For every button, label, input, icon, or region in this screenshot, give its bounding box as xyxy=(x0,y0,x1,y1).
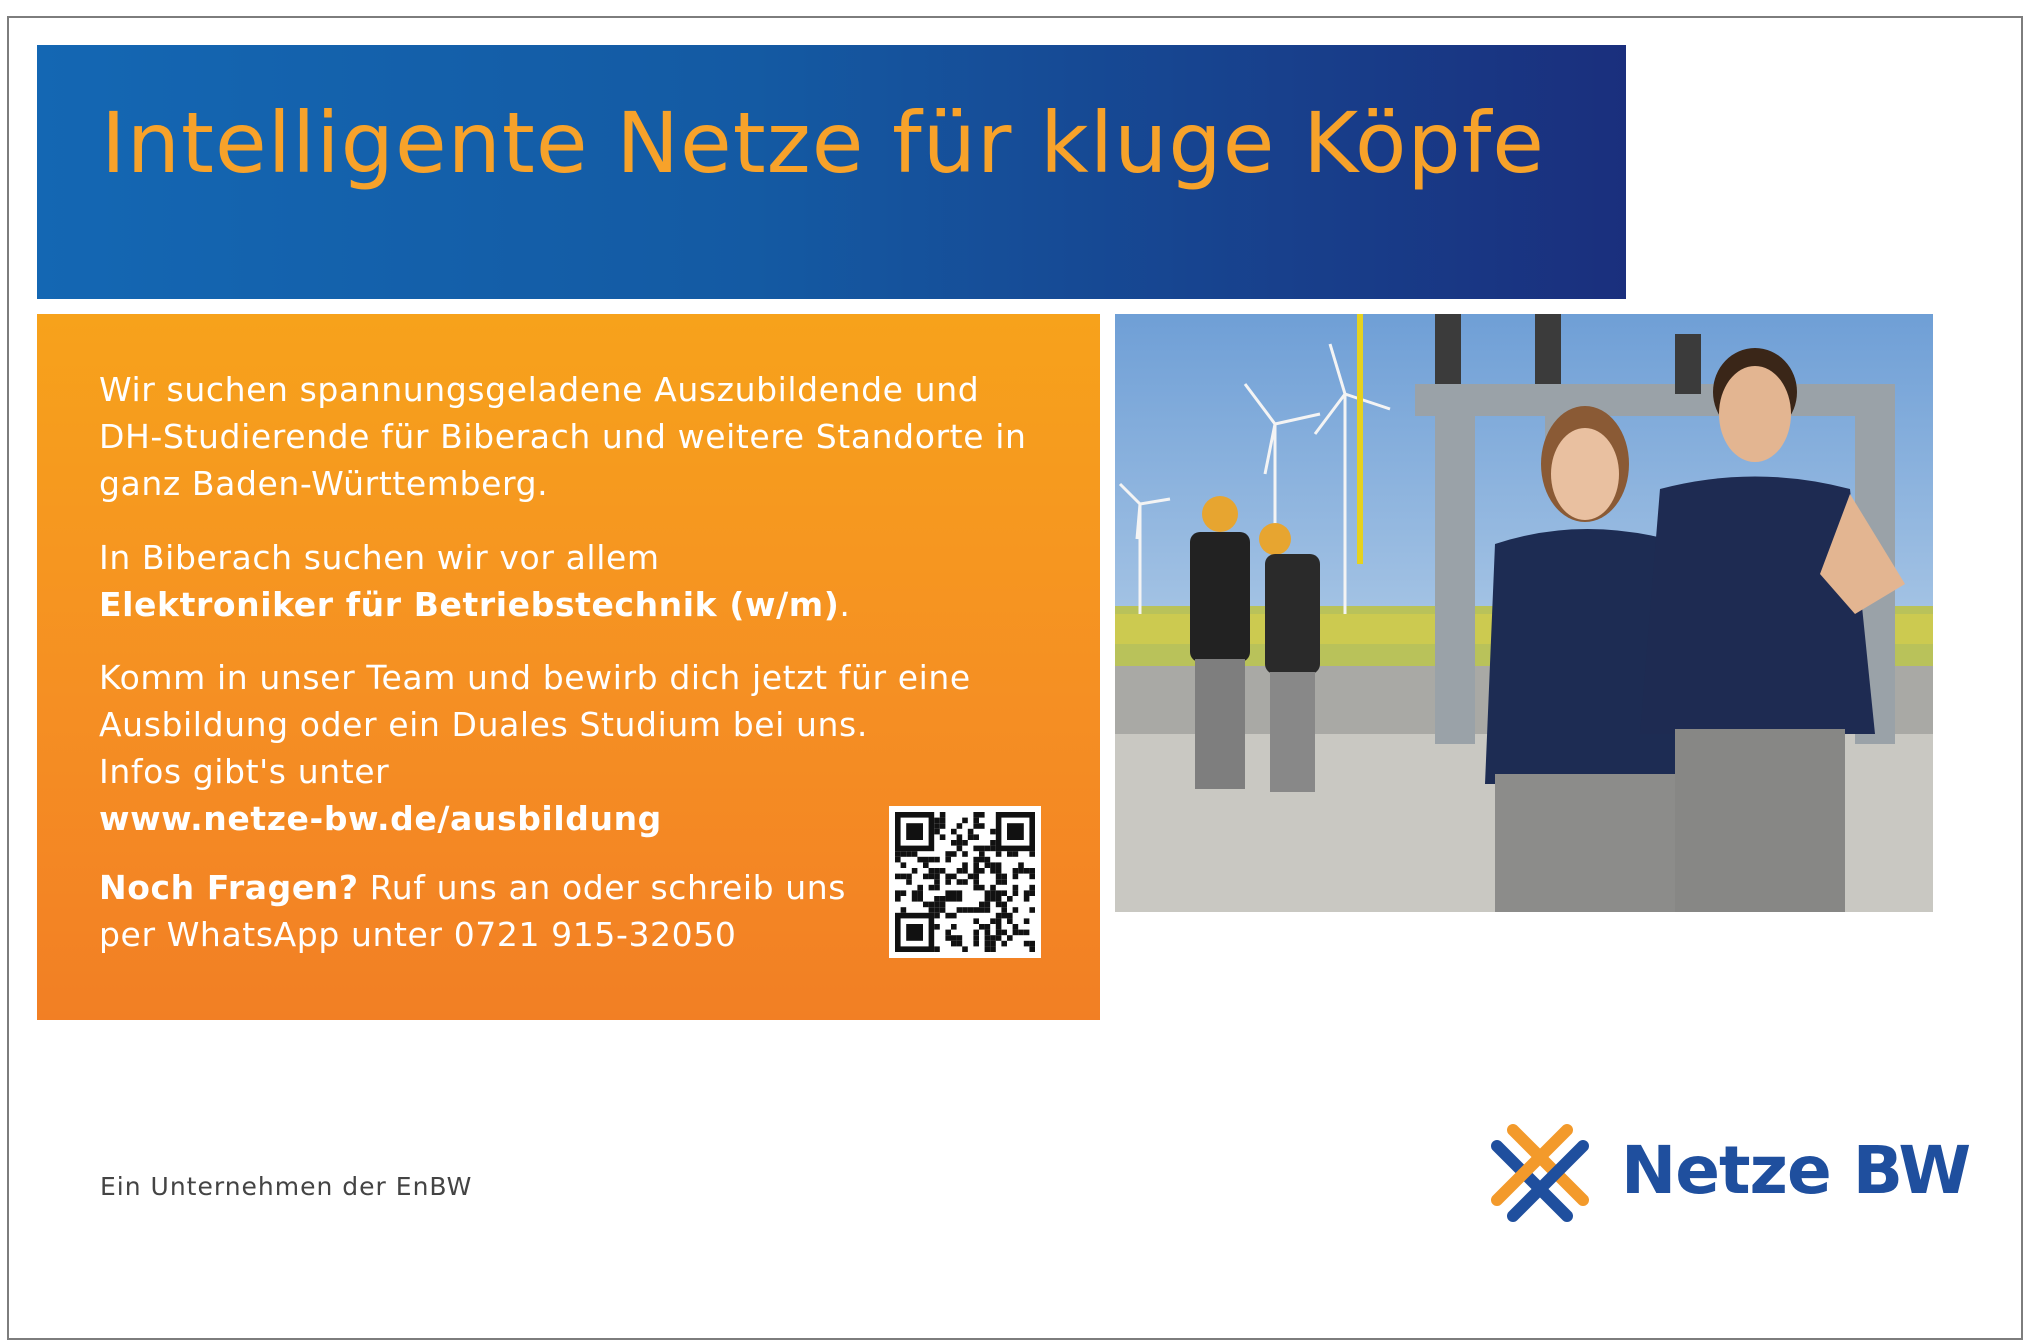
header-banner xyxy=(37,45,1626,299)
headline: Intelligente Netze für kluge Köpfe xyxy=(101,94,1545,192)
position-paragraph xyxy=(99,534,851,628)
info-box xyxy=(37,314,1100,1020)
questions-label: Noch Fragen? xyxy=(99,868,359,907)
apply-paragraph xyxy=(99,654,971,842)
netze-bw-logo-icon xyxy=(1485,1118,1595,1228)
position-intro: In Biberach suchen wir vor allem xyxy=(99,538,660,577)
job-title: Elektroniker für Betriebstechnik (w/m) xyxy=(99,585,840,624)
intro-line: DH-Studierende für Biberach und weitere Standorte in xyxy=(99,417,1027,456)
intro-line: Wir suchen spannungsgeladene Auszubildende und xyxy=(99,370,980,409)
photo-illustration xyxy=(1115,314,1933,912)
intro-line: ganz Baden-Württemberg. xyxy=(99,464,549,503)
job-title-period: . xyxy=(839,585,851,624)
intro-paragraph xyxy=(99,366,1027,507)
website-link[interactable]: www.netze-bw.de/ausbildung xyxy=(99,799,662,838)
whatsapp-line: per WhatsApp unter 0721 915-32050 xyxy=(99,915,737,954)
netze-bw-logo-text: Netze BW xyxy=(1621,1132,1971,1209)
parent-company-note: Ein Unternehmen der EnBW xyxy=(100,1172,473,1201)
qr-code-graphic xyxy=(889,806,1041,958)
contact-line: Ruf uns an oder schreib uns xyxy=(358,868,847,907)
apply-line: Ausbildung oder ein Duales Studium bei uns. xyxy=(99,705,868,744)
apply-line: Komm in unser Team und bewirb dich jetzt für eine xyxy=(99,658,971,697)
apply-line: Infos gibt's unter xyxy=(99,752,390,791)
qr-code[interactable] xyxy=(889,806,1041,958)
trainees-photo xyxy=(1115,314,1933,912)
contact-paragraph xyxy=(99,864,846,958)
